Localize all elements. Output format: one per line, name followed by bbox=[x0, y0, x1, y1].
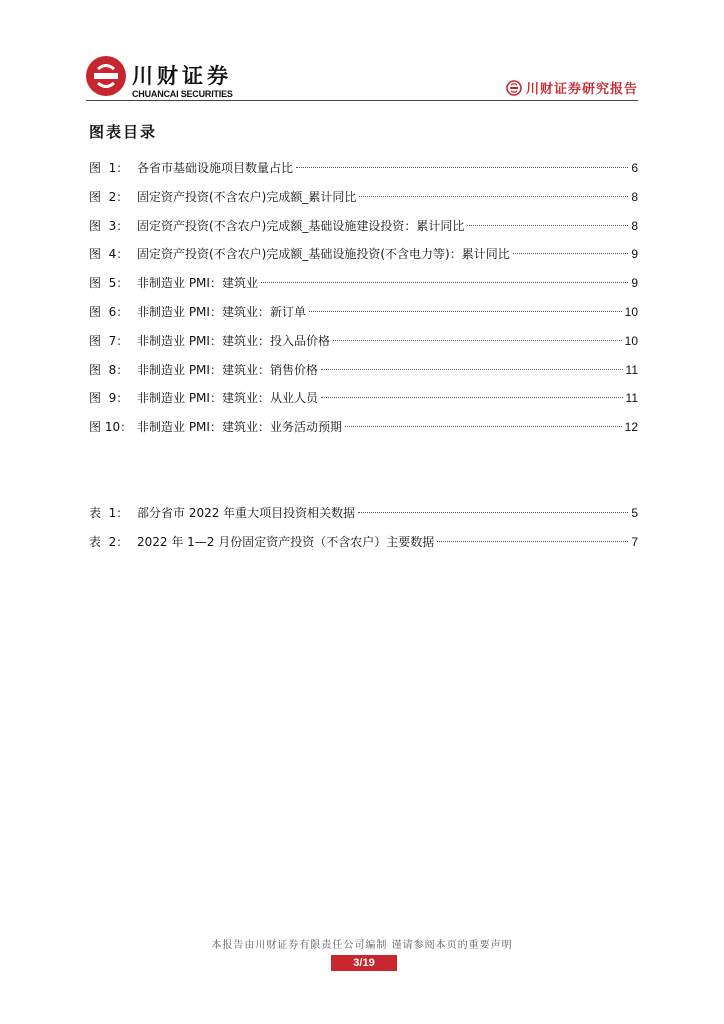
dot-leader bbox=[321, 369, 623, 370]
page-ref: 10 bbox=[624, 304, 638, 319]
figure-title: 非制造业 PMI：建筑业：新订单 bbox=[137, 304, 306, 319]
figure-entry[interactable] bbox=[89, 361, 638, 390]
page-ref: 8 bbox=[631, 218, 638, 233]
figure-number: 图 1： bbox=[89, 161, 129, 175]
page-ref: 6 bbox=[631, 161, 638, 175]
brand-mini-icon bbox=[506, 80, 522, 96]
figure-title: 非制造业 PMI：建筑业：销售价格 bbox=[137, 362, 318, 377]
dot-leader bbox=[359, 196, 628, 197]
dot-leader bbox=[345, 426, 622, 427]
dot-leader bbox=[321, 397, 623, 398]
figure-title: 固定资产投资(不含农户)完成额_累计同比 bbox=[137, 189, 357, 204]
figure-entry[interactable] bbox=[89, 245, 638, 274]
page-ref: 5 bbox=[631, 506, 638, 520]
table-number: 表 2： bbox=[89, 534, 129, 549]
figure-title: 非制造业 PMI：建筑业 bbox=[137, 276, 258, 291]
page-ref: 11 bbox=[625, 391, 638, 406]
figure-number: 图 10： bbox=[89, 420, 133, 435]
report-tag-text: 川财证券研究报告 bbox=[525, 82, 638, 97]
figure-entry[interactable] bbox=[89, 303, 638, 332]
company-logo bbox=[86, 56, 346, 102]
figure-title: 非制造业 PMI：建筑业：业务活动预期 bbox=[137, 420, 342, 435]
section-title: 图表目录 bbox=[89, 123, 158, 141]
page-ref: 9 bbox=[631, 247, 638, 262]
figure-entry[interactable] bbox=[89, 389, 638, 418]
figure-title: 各省市基础设施项目数量占比 bbox=[137, 161, 294, 175]
figure-number: 图 8： bbox=[89, 362, 129, 377]
company-name-en: CHUANCAI SECURITIES bbox=[132, 89, 233, 99]
page-ref: 12 bbox=[624, 420, 638, 435]
table-list bbox=[89, 504, 638, 562]
table-title: 2022 年 1—2 月份固定资产投资（不含农户）主要数据 bbox=[137, 534, 435, 549]
figure-title: 固定资产投资(不含农户)完成额_基础设施投资(不含电力等)：累计同比 bbox=[137, 247, 510, 262]
table-entry[interactable] bbox=[89, 533, 638, 562]
figure-title: 非制造业 PMI：建筑业：投入品价格 bbox=[137, 333, 330, 348]
dot-leader bbox=[261, 282, 628, 283]
figure-entry[interactable] bbox=[89, 274, 638, 303]
page-number-badge: 3/19 bbox=[331, 955, 397, 971]
dot-leader bbox=[513, 253, 629, 254]
figure-entry[interactable] bbox=[89, 418, 638, 447]
figure-number: 图 6： bbox=[89, 304, 129, 319]
logo-emblem-icon bbox=[86, 56, 126, 96]
figure-list bbox=[89, 159, 638, 447]
figure-number: 图 5： bbox=[89, 276, 129, 291]
dot-leader bbox=[437, 541, 628, 542]
figure-entry[interactable] bbox=[89, 159, 638, 188]
dot-leader bbox=[333, 340, 622, 341]
figure-number: 图 7： bbox=[89, 333, 129, 348]
page-ref: 10 bbox=[624, 333, 638, 348]
figure-entry[interactable] bbox=[89, 217, 638, 246]
figure-title: 非制造业 PMI：建筑业：从业人员 bbox=[137, 391, 318, 406]
page-ref: 11 bbox=[625, 362, 638, 377]
figure-entry[interactable] bbox=[89, 332, 638, 361]
figure-number: 图 3： bbox=[89, 218, 129, 233]
figure-number: 图 2： bbox=[89, 189, 129, 204]
dot-leader bbox=[358, 512, 628, 513]
page-ref: 7 bbox=[631, 534, 638, 549]
header-divider bbox=[86, 100, 638, 101]
dot-leader bbox=[296, 167, 628, 168]
figure-number: 图 9： bbox=[89, 391, 129, 406]
company-name: 川财证券 bbox=[132, 64, 232, 88]
figure-number: 图 4： bbox=[89, 247, 129, 262]
table-title: 部分省市 2022 年重大项目投资相关数据 bbox=[137, 506, 356, 520]
page-ref: 8 bbox=[631, 189, 638, 204]
figure-title: 固定资产投资(不含农户)完成额_基础设施建设投资：累计同比 bbox=[137, 218, 465, 233]
dot-leader bbox=[467, 225, 628, 226]
report-tag bbox=[506, 78, 638, 97]
footer-disclaimer: 本报告由川财证券有限责任公司编制 谨请参阅本页的重要声明 bbox=[211, 940, 513, 951]
dot-leader bbox=[309, 311, 622, 312]
figure-entry[interactable] bbox=[89, 188, 638, 217]
table-entry[interactable] bbox=[89, 504, 638, 533]
page-ref: 9 bbox=[631, 276, 638, 291]
table-number: 表 1： bbox=[89, 506, 129, 520]
